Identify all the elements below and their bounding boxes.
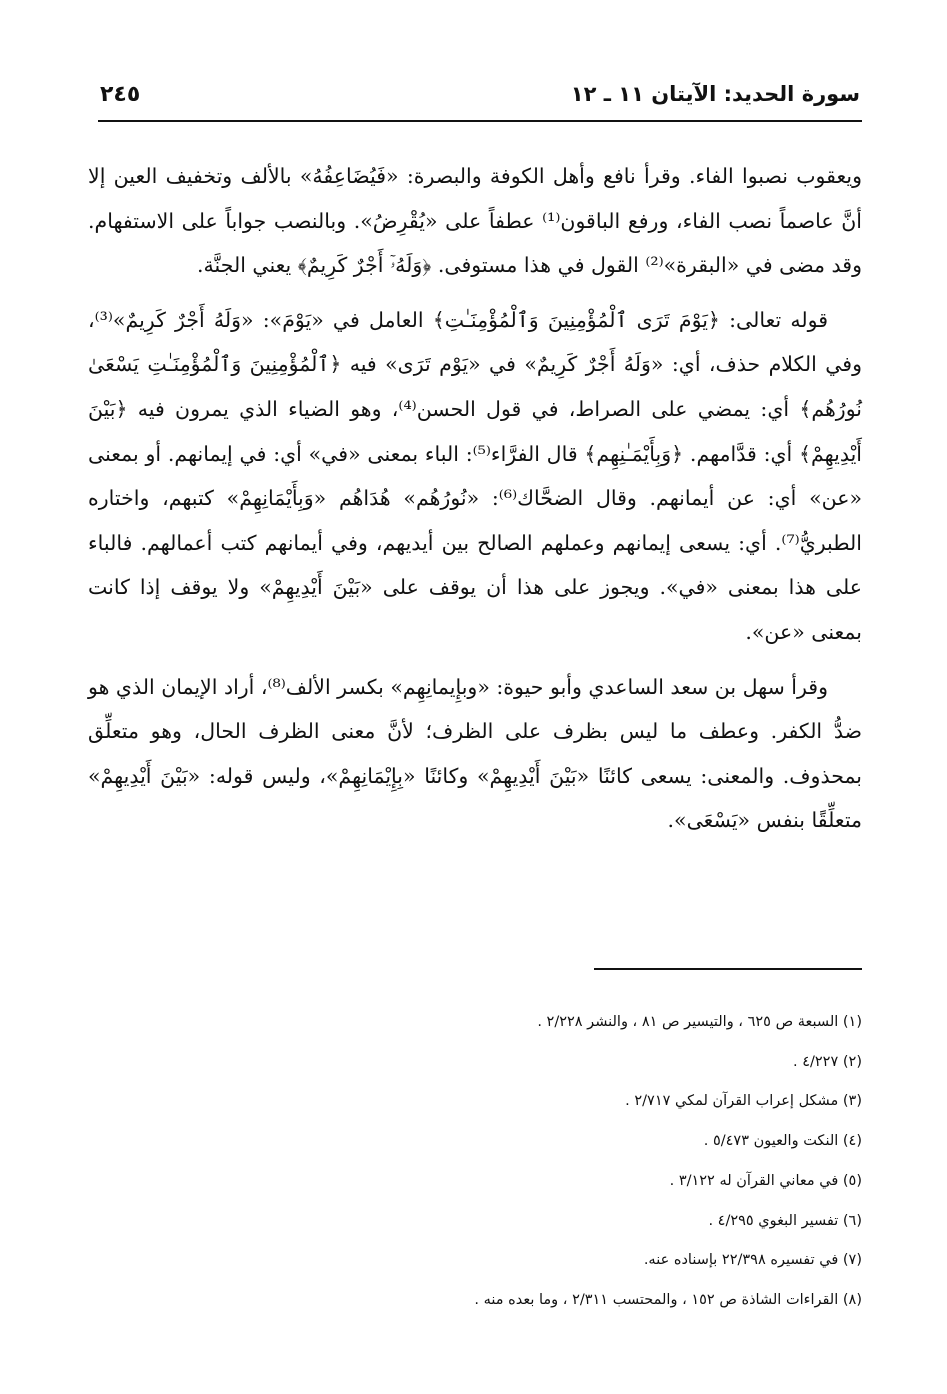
page-number: ٢٤٥ xyxy=(100,82,141,107)
paragraph-1: ويعقوب نصبوا الفاء. وقرأ نافع وأهل الكوفة والبصرة: «فَيُضَاعِفُهُ» بالألف وتخفيف العين إلا أنَّ عاصماً نصب الفاء، ورفع الباقون⁽¹⁾ عطفاً على «يُقْرِضُ». وبالنصب جواباً على الاستفهام. وقد مضى في «البقرة»⁽²⁾ القول في هذا مستوفى. ﴿وَلَهُۥٓ أَجْرٌ كَرِيمٌ﴾ يعني الجنَّة. xyxy=(88,164,862,278)
footnote-8: (٨) القراءات الشاذة ص ١٥٢ ، والمحتسب ٢/٣١١ ، وما بعده منه . xyxy=(474,1291,862,1308)
footnote-7: (٧) في تفسيره ٢٢/٣٩٨ بإسناده عنه. xyxy=(643,1252,862,1269)
footnotes xyxy=(98,1003,862,1321)
footnote-separator xyxy=(594,968,862,970)
paragraph-2: قوله تعالى: ﴿يَوْمَ تَرَى ٱلْمُؤْمِنِينَ وَٱلْمُؤْمِنَـٰتِ﴾ العامل في «يَوْمَ»: «وَلَهُ أَجْرٌ كَرِيمٌ»⁽³⁾، وفي الكلام حذف، أي: «وَلَهُ أَجْرٌ كَرِيمٌ» في «يَوْم تَرَى» فيه ﴿ٱلْمُؤْمِنِينَ وَٱلْمُؤْمِنَـٰتِ يَسْعَىٰ نُورُهُم﴾ أي: يمضي على الصراط، في قول الحسن⁽⁴⁾، وهو الضياء الذي يمرون فيه ﴿بَيْنَ أَيْدِيهِمْ﴾ أي: قدَّامهم. ﴿وَبِأَيْمَـٰنِهِم﴾ قال الفرَّاء⁽⁵⁾: الباء بمعنى «في» أي: في إيمانهم. أو بمعنى «عن» أي: عن أيمانهم. وقال الضحَّاك⁽⁶⁾: «نُورُهُم» هُدَاهُم «وَبِأَيْمَانِهِمْ» كتبهم، واختاره الطبريُّ⁽⁷⁾. أي: يسعى إيمانهم وعملهم الصالح بين أيديهم، وفي أيمانهم كتب أعمالهم. فالباء على هذا بمعنى «في». ويجوز على هذا أن يوقف على «بَيْنَ أَيْدِيهِمْ» ولا يوقف إذا كانت بمعنى «عن». xyxy=(88,307,862,644)
footnote-5: (٥) في معاني القرآن له ٣/١٢٢ . xyxy=(669,1172,862,1189)
footnote-6: (٦) تفسير البغوي ٤/٢٩٥ . xyxy=(708,1212,862,1229)
body-text xyxy=(88,154,862,853)
footnote-3: (٣) مشكل إعراب القرآن لمكي ٢/٧١٧ . xyxy=(625,1093,862,1110)
footnote-1: (١) السبعة ص ٦٢٥ ، والتيسير ص ٨١ ، والنشر ٢/٢٢٨ . xyxy=(537,1014,862,1030)
page-header xyxy=(98,78,862,122)
footnote-4: (٤) النكت والعيون ٥/٤٧٣ . xyxy=(703,1133,862,1150)
running-title: سورة الحديد: الآيتان ١١ ـ ١٢ xyxy=(570,82,860,106)
paragraph-3: وقرأ سهل بن سعد الساعدي وأبو حيوة: «وبإِيمانِهِم» بكسر الألف⁽⁸⁾، أراد الإيمان الذي هو ضدُّ الكفر. وعطف ما ليس بظرف على الظرف؛ لأنَّ معنى الظرف الحال، وهو متعلِّق بمحذوف. والمعنى: يسعى كائنًا «بَيْنَ أَيْدِيهِمْ» وكائنًا «بِإِيْمَانِهِمْ»، وليس قوله: «بَيْنَ أَيْدِيهِمْ» متعلِّقًا بنفس «يَسْعَى». xyxy=(88,674,862,833)
footnote-2: (٢) ٤/٢٢٧ . xyxy=(792,1053,862,1070)
